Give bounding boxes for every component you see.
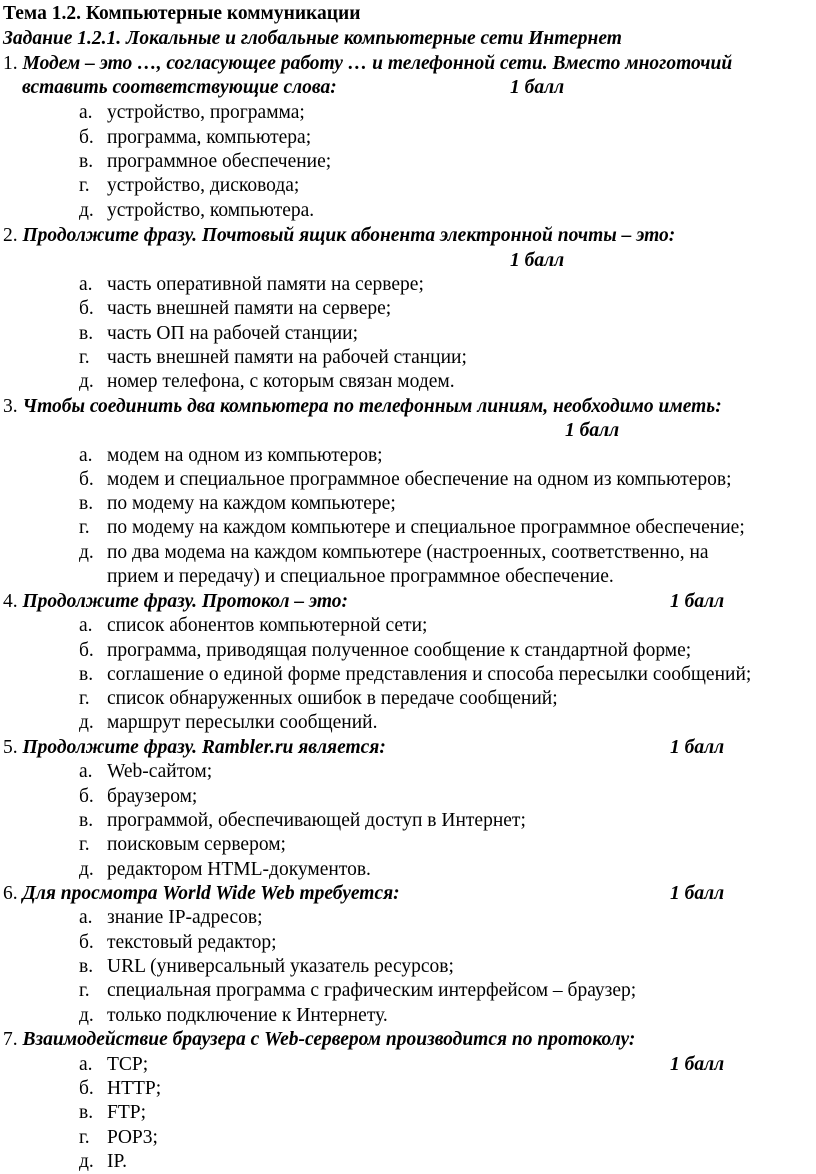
answer-option bbox=[79, 639, 799, 663]
option-text: устройство, дисковода; bbox=[107, 175, 300, 196]
answer-option bbox=[79, 614, 799, 638]
question-text: Для просмотра World Wide Web требуется: bbox=[22, 883, 400, 904]
answer-option bbox=[79, 711, 799, 735]
points-label: 1 балл bbox=[670, 737, 725, 758]
option-letter: в. bbox=[79, 956, 94, 977]
answer-option bbox=[79, 565, 799, 589]
answer-option bbox=[79, 809, 799, 833]
answer-option bbox=[79, 273, 799, 297]
option-text: программное обеспечение; bbox=[107, 151, 332, 172]
answer-option bbox=[79, 1077, 799, 1101]
option-letter: а. bbox=[79, 761, 93, 782]
option-text: часть оперативной памяти на сервере; bbox=[107, 274, 424, 295]
points-label: 1 балл bbox=[510, 250, 565, 271]
answer-option bbox=[79, 858, 799, 882]
task-heading: Задание 1.2.1. Локальные и глобальные компьютерные сети Интернет bbox=[3, 28, 622, 49]
option-letter: г. bbox=[79, 980, 90, 1001]
option-text: список абонентов компьютерной сети; bbox=[107, 615, 428, 636]
points-label: 1 балл bbox=[510, 77, 565, 98]
answer-option bbox=[79, 955, 799, 979]
option-letter: г. bbox=[79, 1127, 90, 1148]
points-label: 1 балл bbox=[565, 420, 620, 441]
option-text: TCP; bbox=[107, 1054, 149, 1075]
option-text: редактором HTML-документов. bbox=[107, 859, 371, 880]
answer-option bbox=[79, 760, 799, 784]
option-text: знание IP-адресов; bbox=[107, 907, 263, 928]
answer-option bbox=[79, 468, 799, 492]
answer-option bbox=[79, 663, 799, 687]
question-number: 5. bbox=[3, 737, 23, 758]
option-letter: г. bbox=[79, 517, 90, 538]
option-letter: а. bbox=[79, 102, 93, 123]
option-text: номер телефона, с которым связан модем. bbox=[107, 371, 455, 392]
option-letter: в. bbox=[79, 323, 94, 344]
option-letter: д. bbox=[79, 1005, 94, 1026]
option-text: только подключение к Интернету. bbox=[107, 1005, 388, 1026]
option-text: текстовый редактор; bbox=[107, 932, 277, 953]
question-text: Продолжите фразу. Протокол – это: bbox=[22, 591, 349, 612]
option-text: устройство, компьютера. bbox=[107, 200, 315, 221]
answer-option bbox=[79, 1150, 799, 1174]
option-letter: б. bbox=[79, 298, 94, 319]
question-text: Продолжите фразу. Почтовый ящик абонента электронной почты – это: bbox=[22, 225, 676, 246]
option-letter: д. bbox=[79, 542, 94, 563]
option-text: по два модема на каждом компьютере (настроенных, соответственно, на bbox=[107, 542, 709, 563]
option-text: URL (универсальный указатель ресурсов; bbox=[107, 956, 454, 977]
answer-option bbox=[79, 687, 799, 711]
answer-option bbox=[79, 101, 799, 125]
option-letter: в. bbox=[79, 1102, 94, 1123]
answer-option bbox=[79, 492, 799, 516]
answer-option bbox=[79, 785, 799, 809]
answer-option bbox=[79, 174, 799, 198]
points-label: 1 балл bbox=[670, 1054, 725, 1075]
answer-option bbox=[79, 979, 799, 1003]
answer-option bbox=[79, 541, 799, 565]
option-text: POP3; bbox=[107, 1127, 158, 1148]
answer-option bbox=[79, 931, 799, 955]
option-letter: д. bbox=[79, 200, 94, 221]
question-number: 4. bbox=[3, 591, 23, 612]
answer-option bbox=[79, 833, 799, 857]
answer-option bbox=[79, 1053, 799, 1077]
question-text: Продолжите фразу. Rambler.ru является: bbox=[22, 737, 386, 758]
question-number: 6. bbox=[3, 883, 23, 904]
answer-option bbox=[79, 1126, 799, 1150]
option-letter: г. bbox=[79, 347, 90, 368]
option-letter: д. bbox=[79, 712, 94, 733]
option-letter: д. bbox=[79, 1151, 94, 1172]
answer-option bbox=[79, 199, 799, 223]
question-text: Чтобы соединить два компьютера по телефонным линиям, необходимо иметь: bbox=[22, 396, 722, 417]
option-text: маршрут пересылки сообщений. bbox=[107, 712, 378, 733]
option-letter: б. bbox=[79, 640, 94, 661]
option-text: программа, приводящая полученное сообщение к стандартной форме; bbox=[107, 640, 692, 661]
answer-option bbox=[79, 322, 799, 346]
points-label: 1 балл bbox=[670, 883, 725, 904]
option-text: поисковым сервером; bbox=[107, 834, 286, 855]
question-number: 2. bbox=[3, 225, 23, 246]
option-text: программа, компьютера; bbox=[107, 127, 312, 148]
option-text: модем на одном из компьютеров; bbox=[107, 445, 383, 466]
question-number: 1. bbox=[3, 53, 23, 74]
option-letter: а. bbox=[79, 907, 93, 928]
option-letter: б. bbox=[79, 127, 94, 148]
question-text: Взаимодействие браузера с Web-сервером производится по протоколу: bbox=[22, 1029, 636, 1050]
option-letter: а. bbox=[79, 274, 93, 295]
option-letter: а. bbox=[79, 615, 93, 636]
option-text: по модему на каждом компьютере; bbox=[107, 493, 396, 514]
question-number: 7. bbox=[3, 1029, 23, 1050]
answer-option bbox=[79, 150, 799, 174]
option-letter: б. bbox=[79, 1078, 94, 1099]
option-letter: в. bbox=[79, 664, 94, 685]
option-text: прием и передачу) и специальное программное обеспечение. bbox=[107, 566, 614, 587]
option-text: часть внешней памяти на рабочей станции; bbox=[107, 347, 467, 368]
option-text: специальная программа с графическим интерфейсом – браузер; bbox=[107, 980, 637, 1001]
option-letter: в. bbox=[79, 151, 94, 172]
answer-option bbox=[79, 444, 799, 468]
answer-option bbox=[79, 516, 799, 540]
option-text: HTTP; bbox=[107, 1078, 162, 1099]
option-letter: а. bbox=[79, 1054, 93, 1075]
option-letter: а. bbox=[79, 445, 93, 466]
option-text: FTP; bbox=[107, 1102, 147, 1123]
answer-option bbox=[79, 126, 799, 150]
answer-option bbox=[79, 346, 799, 370]
question-text: Модем – это …, согласующее работу … и телефонной сети. Вместо многоточий bbox=[22, 53, 733, 74]
option-letter: б. bbox=[79, 932, 94, 953]
answer-option bbox=[79, 1101, 799, 1125]
option-letter: в. bbox=[79, 493, 94, 514]
option-letter: г. bbox=[79, 834, 90, 855]
option-text: браузером; bbox=[107, 786, 198, 807]
option-letter: г. bbox=[79, 175, 90, 196]
answer-option bbox=[79, 906, 799, 930]
option-text: модем и специальное программное обеспечение на одном из компьютеров; bbox=[107, 469, 732, 490]
option-letter: б. bbox=[79, 469, 94, 490]
option-text: Web-сайтом; bbox=[107, 761, 213, 782]
option-text: часть ОП на рабочей станции; bbox=[107, 323, 358, 344]
option-text: IP. bbox=[107, 1151, 128, 1172]
option-letter: д. bbox=[79, 859, 94, 880]
option-letter: в. bbox=[79, 810, 94, 831]
points-label: 1 балл bbox=[670, 591, 725, 612]
theme-heading: Тема 1.2. Компьютерные коммуникации bbox=[3, 3, 361, 24]
option-text: список обнаруженных ошибок в передаче сообщений; bbox=[107, 688, 558, 709]
option-text: часть внешней памяти на сервере; bbox=[107, 298, 392, 319]
option-text: устройство, программа; bbox=[107, 102, 305, 123]
option-text: соглашение о единой форме представления и способа пересылки сообщений; bbox=[107, 664, 752, 685]
option-text: по модему на каждом компьютере и специальное программное обеспечение; bbox=[107, 517, 745, 538]
answer-option bbox=[79, 1004, 799, 1028]
option-letter: г. bbox=[79, 688, 90, 709]
option-letter: б. bbox=[79, 786, 94, 807]
option-letter: д. bbox=[79, 371, 94, 392]
question-text-continued: вставить соответствующие слова: bbox=[22, 77, 337, 98]
option-text: программой, обеспечивающей доступ в Интернет; bbox=[107, 810, 526, 831]
question-number: 3. bbox=[3, 396, 23, 417]
answer-option bbox=[79, 297, 799, 321]
answer-option bbox=[79, 370, 799, 394]
